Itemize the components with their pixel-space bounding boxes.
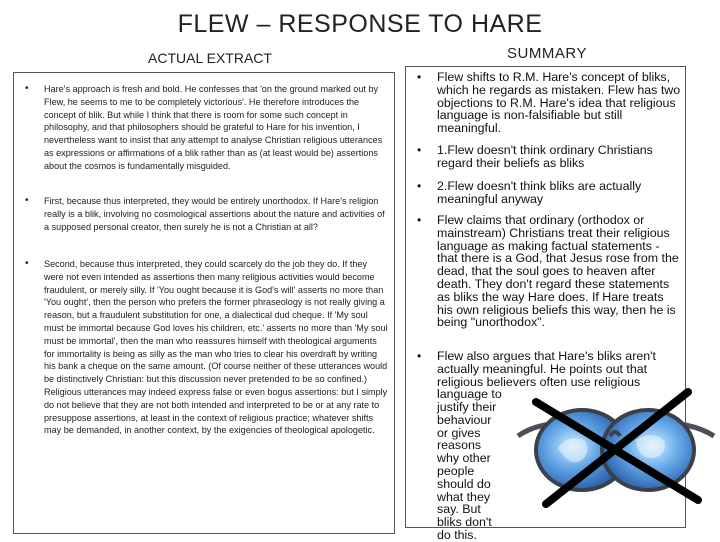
bullet-icon: • bbox=[417, 70, 422, 84]
summary-item-text: Flew claims that ordinary (orthodox or mainstream) Christians treat their religious language as making factual statements - that there is a God, that Jesus rose from the dead, that the soul goes to heaven after death. They don't regard these statements as bliks the way Hare does. If Hare treats his own religious beliefs this way, then he is being "unorthodox". bbox=[437, 213, 679, 330]
extract-item-text: First, because thus interpreted, they would be entirely unorthodox. If Hare's religion really is a blik, involving no cosmological assertions about the nature and activities of a supposed personal creator, then surely he is not a Christian at all? bbox=[44, 196, 385, 232]
extract-panel bbox=[13, 72, 395, 534]
bullet-icon: • bbox=[417, 349, 422, 363]
extract-item-text: Hare's approach is fresh and bold. He confesses that 'on the ground marked out by Flew, he seems to me to be completely victorious'. He therefore introduces the concept of blik. But while I think that there is room for some such concept in philosophy, and that philosophers should be grateful to Hare for his invention, I nevertheless want to insist that any attempt to analyse Christian religious utterances as expressions or affirmations of a blik rather than as (at least would be) assertions about the cosmos is fundamentally misguided. bbox=[44, 84, 383, 171]
summary-heading: SUMMARY bbox=[507, 45, 587, 62]
bullet-icon: • bbox=[417, 213, 422, 227]
summary-item-text: 1.Flew doesn't think ordinary Christians regard their beliefs as bliks bbox=[437, 143, 653, 170]
bullet-icon: • bbox=[417, 143, 422, 157]
page-title: FLEW – RESPONSE TO HARE bbox=[177, 10, 543, 38]
extract-heading: ACTUAL EXTRACT bbox=[148, 50, 272, 66]
bullet-icon: • bbox=[417, 179, 422, 193]
summary-item-text: Flew shifts to R.M. Hare's concept of bliks, which he regards as mistaken. Flew has two objections to R.M. Hare's idea that religious language is non-falsifiable but still meaningful. bbox=[437, 70, 681, 136]
summary-item-text: 2.Flew doesn't think bliks are actually meaningful anyway bbox=[437, 179, 642, 206]
glasses-icon bbox=[512, 378, 718, 508]
bullet-icon: • bbox=[25, 258, 29, 269]
bullet-icon: • bbox=[25, 195, 29, 206]
bullet-icon: • bbox=[25, 83, 29, 94]
extract-item-text: Second, because thus interpreted, they could scarcely do the job they do. If they were not even intended as assertions then many religious activities would become fraudulent, or merely silly. If 'You ought because it is God's will' asserts no more than 'You ought', then the person who prefers the former phraseology is not really giving a reason, but a fraudulent substitution for one, a dialectical dud cheque. If 'My soul must be immortal because God loves his children, etc.' asserts no more than 'My soul must be immortal', then the man who reassures himself with theological arguments for immortality is being as silly as the man who tries to clear his overdraft by writing his bank a cheque on the same amount. (Of course neither of these utterances would be distinctively Christian: but this discussion never pretended to be so confined.) Religious utterances may indeed express false or even bogus assertions: but I simply do not believe that they are not both intended and interpreted to be or at any rate to presuppose assertions, at least in the context of religious practice; whatever shifts may be demanded, in another context, by the exigencies of theological apologetic. bbox=[44, 259, 388, 436]
summary-item-text: Flew also argues that Hare's bliks aren't actually meaningful. He points out that religious believers often use religious language to bbox=[437, 349, 656, 402]
summary-item-text: justify their behaviour or gives reasons why other people should do what they say. But bliks don't do this. bbox=[437, 400, 497, 542]
